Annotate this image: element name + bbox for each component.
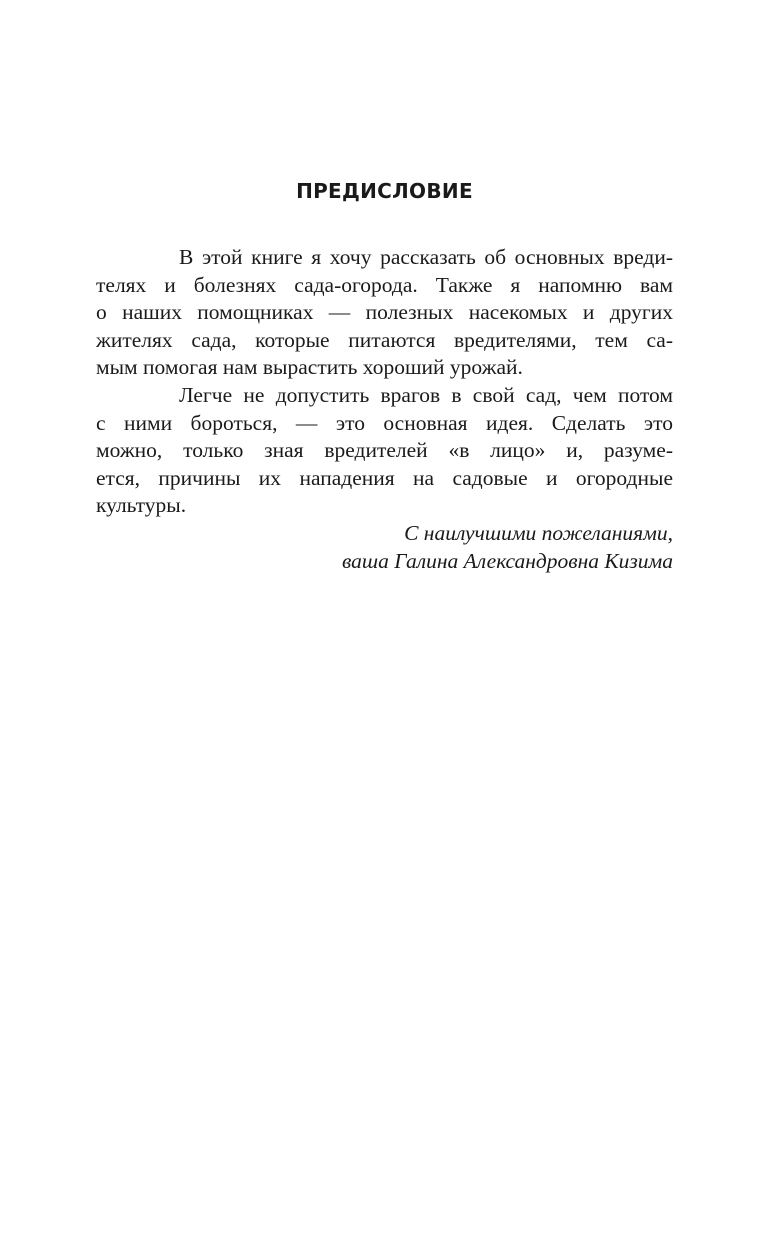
text-line: о наших помощниках — полезных насекомых и других [96, 300, 673, 325]
text-line: мым помогая нам вырастить хороший урожай. [96, 355, 523, 380]
preface-text [96, 244, 673, 520]
text-line: В этой книге я хочу рассказать об основных вреди- [179, 245, 673, 269]
text-line: ется, причины их нападения на садовые и огородные [96, 465, 673, 490]
chapter-heading: ПРЕДИСЛОВИЕ [296, 179, 473, 203]
paragraph-1 [96, 244, 673, 382]
text-line: жителях сада, которые питаются вредителями, тем са- [96, 327, 673, 352]
text-line: Легче не допустить врагов в свой сад, чем потом [179, 382, 673, 407]
paragraph-2 [96, 382, 673, 520]
signature-greeting: С наилучшими пожеланиями, [404, 521, 673, 545]
signature-author: ваша Галина Александровна Кизима [341, 548, 673, 573]
text-line: телях и болезнях сада-огорода. Также я напомню вам [96, 272, 673, 297]
text-line: с ними бороться, — это основная идея. Сделать это [96, 410, 673, 435]
author-signature [96, 520, 673, 575]
text-line: культуры. [96, 493, 187, 518]
text-line: можно, только зная вредителей «в лицо» и, разуме- [96, 438, 673, 463]
